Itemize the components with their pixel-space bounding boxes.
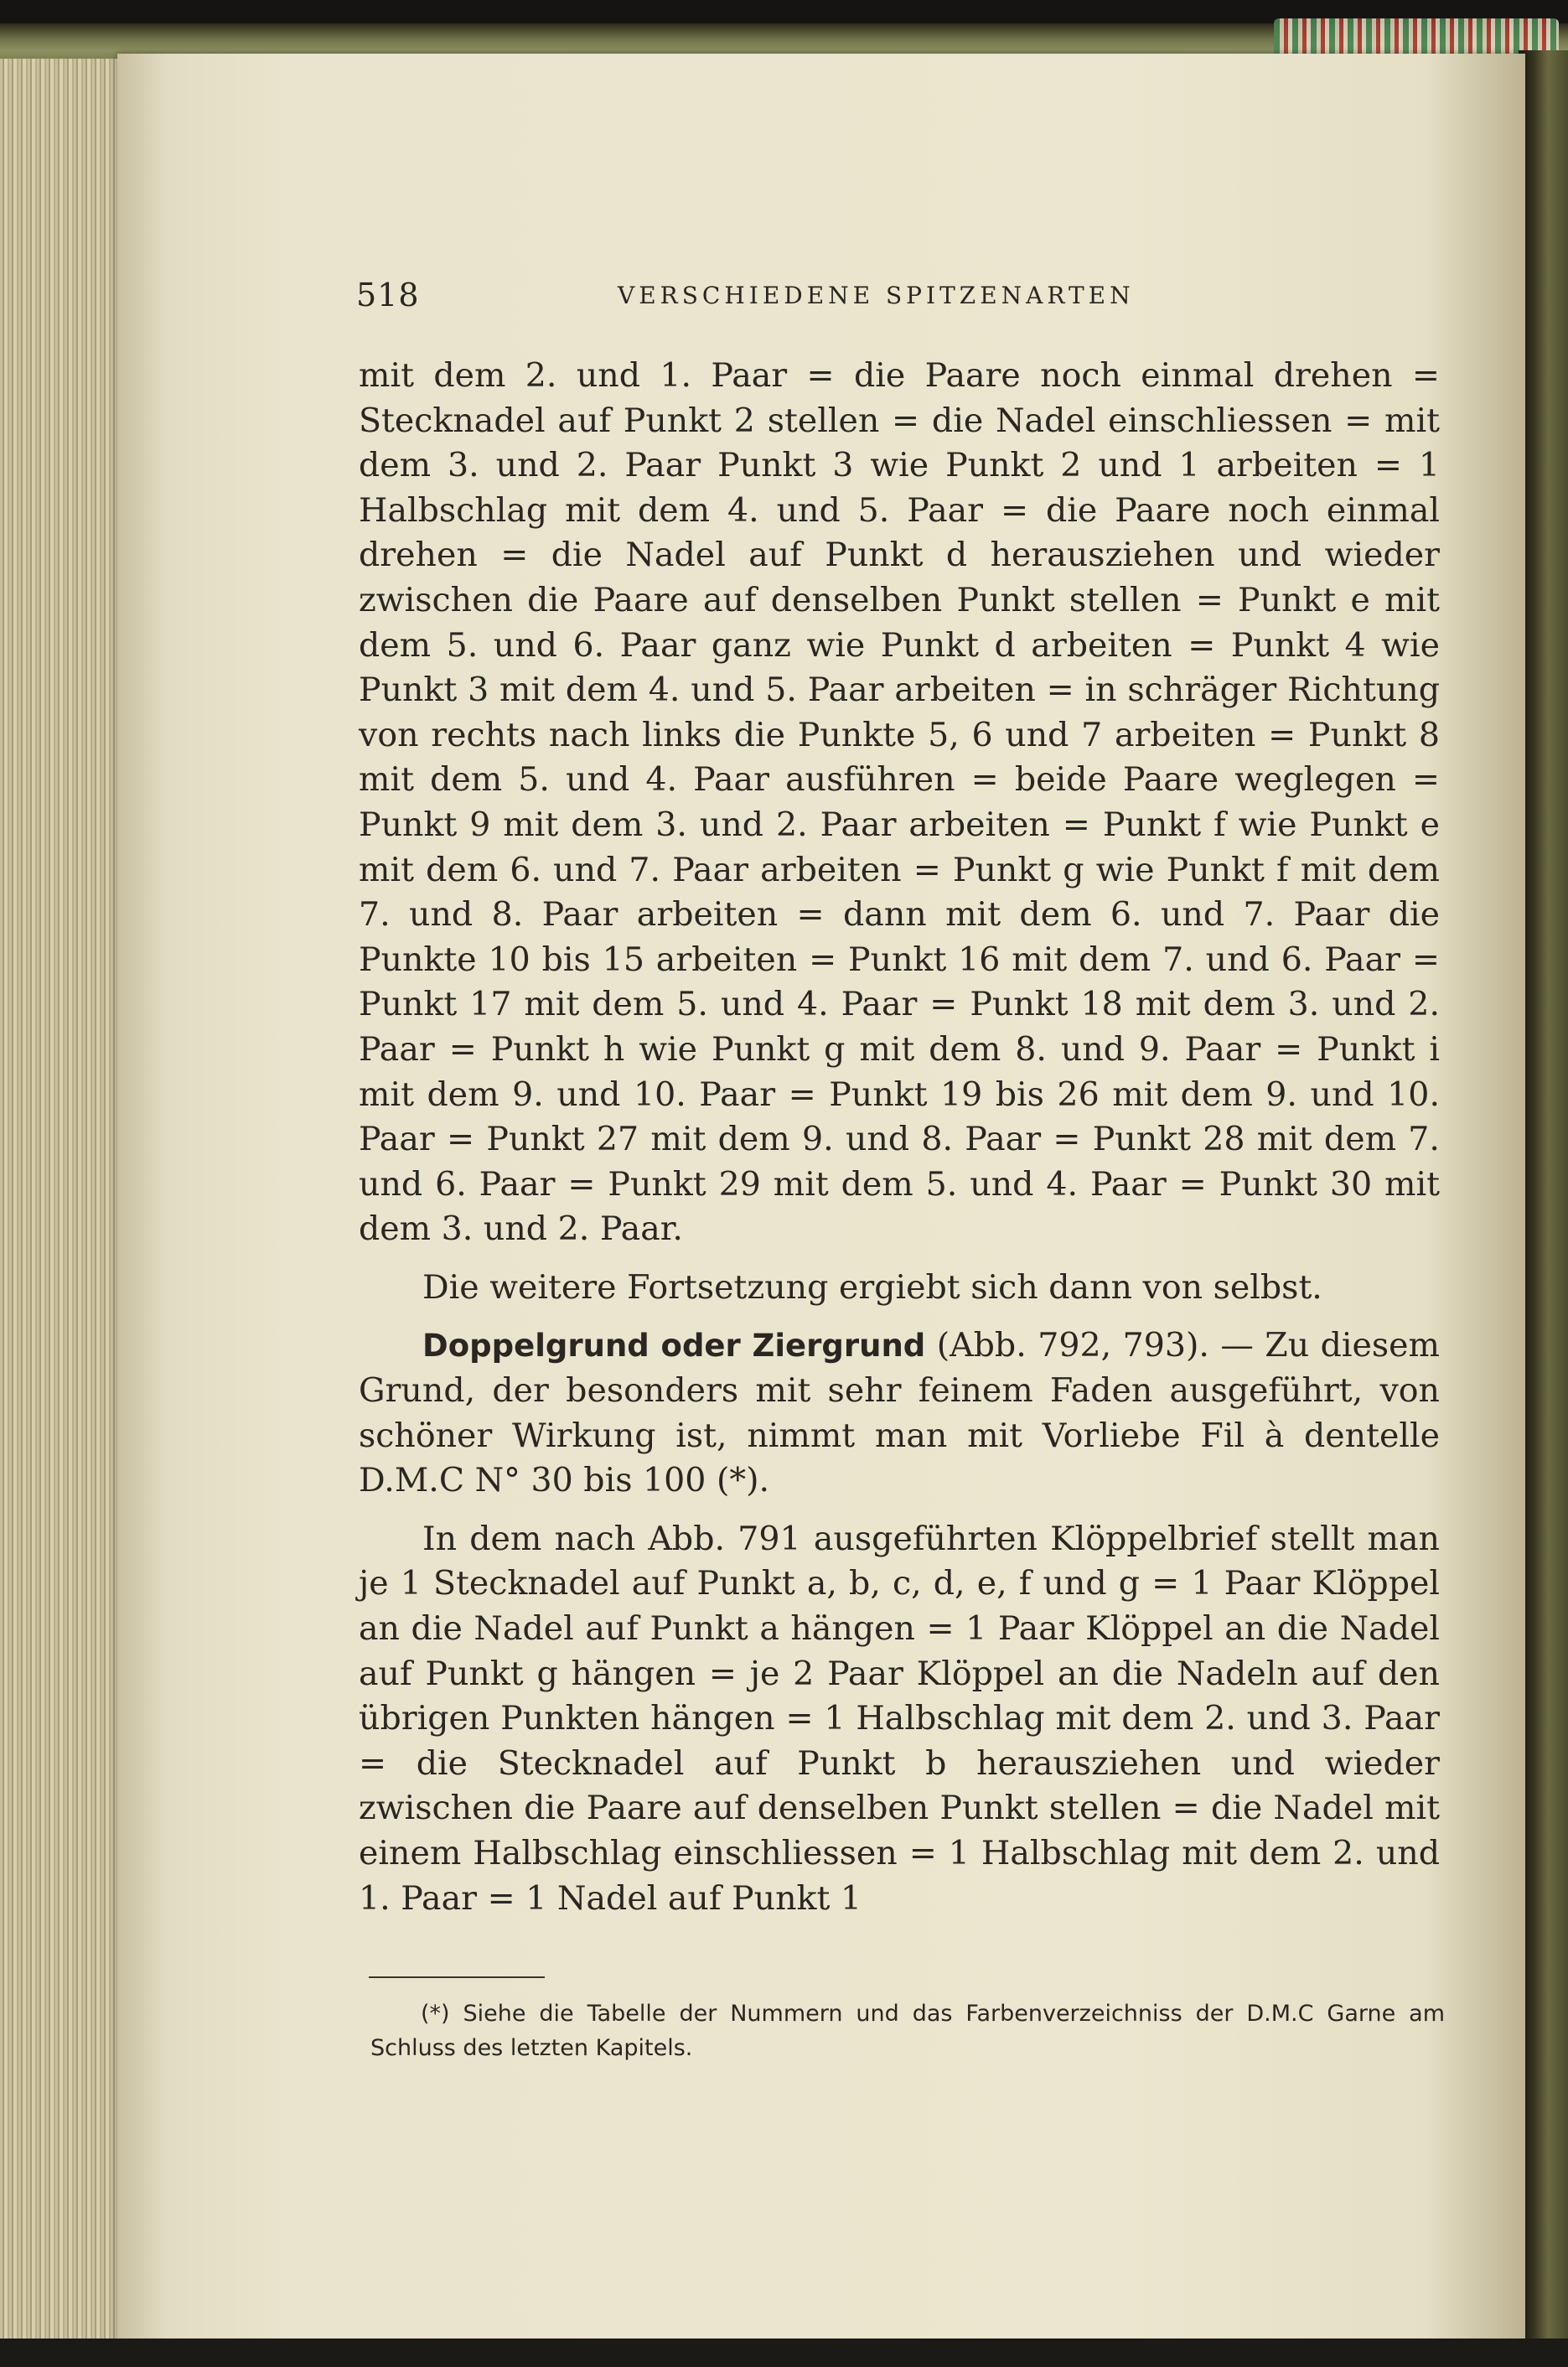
paragraph-doppelgrund [359, 1323, 1440, 1503]
bottom-strip [0, 2339, 1568, 2367]
paragraph-doppelgrund-text: (Abb. 792, 793). — Zu diesem Grund, der besonders mit sehr feinem Faden ausgeführt, von schöner Wirkung ist, nimmt man mit Vorliebe Fil à dentelle D.M.C N° 30 bis 100 (*). [359, 1326, 1440, 1500]
page-number: 518 [356, 277, 420, 313]
paragraph-kloeppelbrief: In dem nach Abb. 791 ausgeführten Klöppelbrief stellt man je 1 Stecknadel auf Punkt a, b, c, d, e, f und g = 1 Paar Klöppel an die Nadel auf Punkt a hängen = 1 Paar Klöppel an die Nadel auf Punkt g hängen = je 2 Paar Klöppel an die Nadeln auf den übrigen Punkten hängen = 1 Halbschlag mit dem 2. und 3. Paar = die Stecknadel auf Punkt b herausziehen und wieder zwischen die Paare auf denselben Punkt stellen = die Nadel mit einem Halbschlag einschliessen = 1 Halbschlag mit dem 2. und 1. Paar = 1 Nadel auf Punkt 1 [359, 1519, 1440, 1918]
paragraph-continuation: Die weitere Fortsetzung ergiebt sich dann von selbst. [422, 1267, 1322, 1307]
book-cover-edge [1519, 50, 1568, 2367]
page-edges [0, 59, 134, 2355]
section-heading: Doppelgrund oder Ziergrund [422, 1328, 926, 1365]
page-body [359, 354, 1440, 1921]
footnote-rule [369, 1976, 545, 1978]
headband [1274, 18, 1559, 59]
paragraph-instructions: mit dem 2. und 1. Paar = die Paare noch einmal drehen = Stecknadel auf Punkt 2 stellen = die Nadel einschliessen = mit dem 3. und 2. Paar Punkt 3 wie Punkt 2 und 1 arbeiten = 1 Halbschlag mit dem 4. und 5. Paar = die Paare noch einmal drehen = die Nadel auf Punkt d herausziehen und wieder zwischen die Paare auf denselben Punkt stellen = Punkt e mit dem 5. und 6. Paar ganz wie Punkt d arbeiten = Punkt 4 wie Punkt 3 mit dem 4. und 5. Paar arbeiten = in schräger Richtung von rechts nach links die Punkte 5, 6 und 7 arbeiten = Punkt 8 mit dem 5. und 4. Paar ausführen = beide Paare weglegen = Punkt 9 mit dem 3. und 2. Paar arbeiten = Punkt f wie Punkt e mit dem 6. und 7. Paar arbeiten = Punkt g wie Punkt f mit dem 7. und 8. Paar arbeiten = dann mit dem 6. und 7. Paar die Punkte 10 bis 15 arbeiten = Punkt 16 mit dem 7. und 6. Paar = Punkt 17 mit dem 5. und 4. Paar = Punkt 18 mit dem 3. und 2. Paar = Punkt h wie Punkt g mit dem 8. und 9. Paar = Punkt i mit dem 9. und 10. Paar = Punkt 19 bis 26 mit dem 9. und 10. Paar = Punkt 27 mit dem 9. und 8. Paar = Punkt 28 mit dem 7. und 6. Paar = Punkt 29 mit dem 5. und 4. Paar = Punkt 30 mit dem 3. und 2. Paar. [359, 356, 1440, 1249]
footnote: (*) Siehe die Tabelle der Nummern und das Farbenverzeichniss der D.M.C Garne am Schluss des letzten Kapitels. [370, 2001, 1445, 2061]
running-head: VERSCHIEDENE SPITZENARTEN [618, 282, 1135, 309]
page-header [356, 277, 1446, 319]
